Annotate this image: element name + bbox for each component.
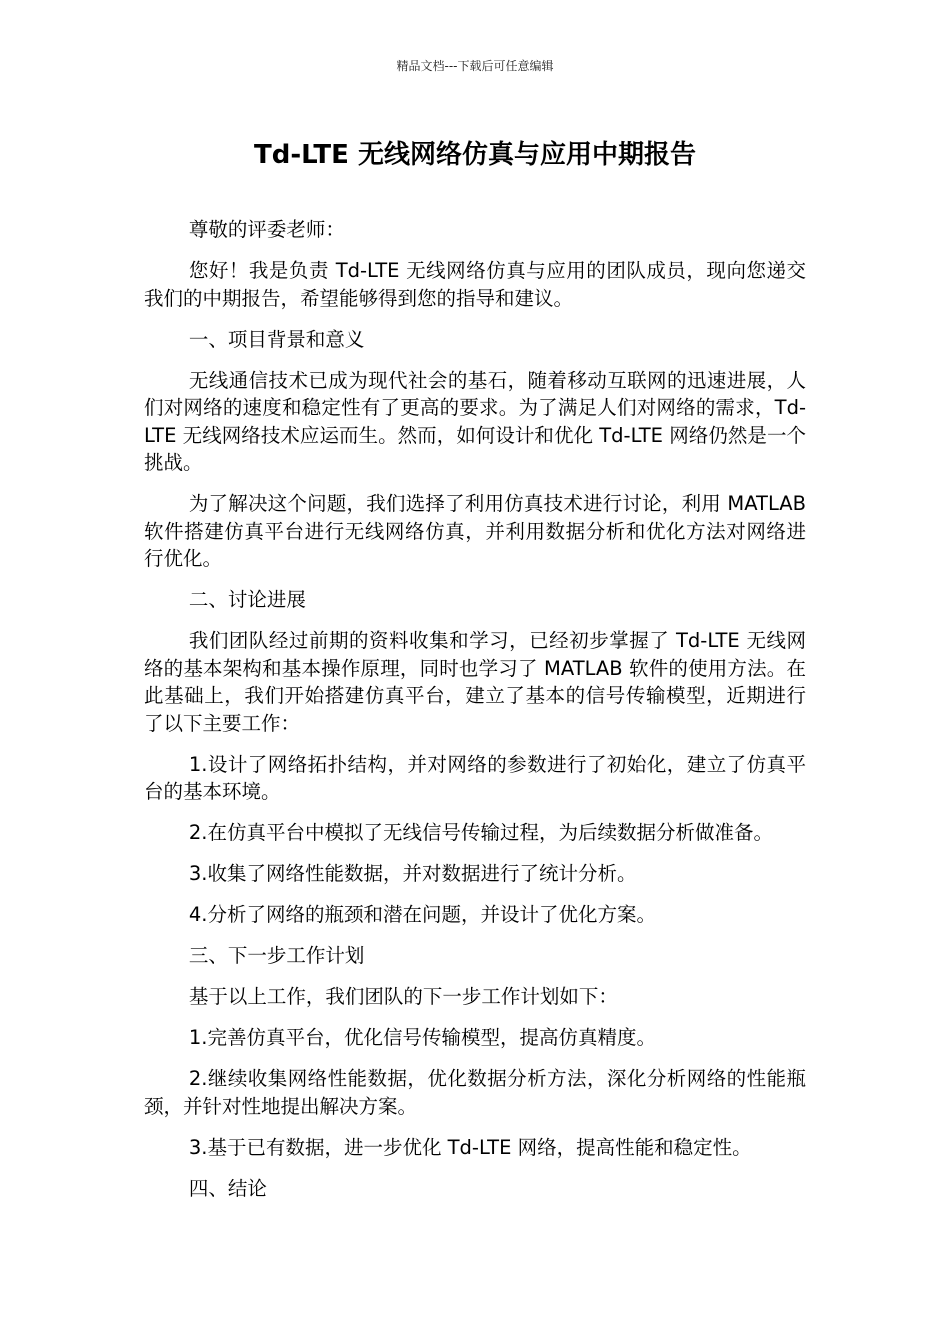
background-paragraph: 无线通信技术已成为现代社会的基石，随着移动互联网的迅速进展，人们对网络的速度和稳定性有了更高的要求。为了满足人们对网络的需求，Td-LTE 无线网络技术应运而生。然而，如何设计和优化 Td-LTE 网络仍然是一个挑战。: [144, 368, 806, 474]
progress-item: 3.收集了网络性能数据，并对数据进行了统计分析。: [188, 862, 637, 885]
document-title: Td-LTE 无线网络仿真与应用中期报告: [254, 140, 696, 170]
section-heading-background: 一、项目背景和意义: [188, 327, 365, 351]
progress-item: 2.在仿真平台中模拟了无线信号传输过程，为后续数据分析做准备。: [188, 821, 773, 844]
plan-item: 1.完善仿真平台，优化信号传输模型，提高仿真精度。: [188, 1026, 656, 1049]
intro-paragraph: 您好！我是负责 Td-LTE 无线网络仿真与应用的团队成员，现向您递交我们的中期报告，希望能够得到您的指导和建议。: [144, 259, 806, 310]
plan-item: 3.基于已有数据，进一步优化 Td-LTE 网络，提高性能和稳定性。: [188, 1135, 752, 1159]
section-heading-conclusion: 四、结论: [188, 1176, 267, 1200]
section-heading-progress: 二、讨论进展: [188, 588, 306, 611]
approach-paragraph: 为了解决这个问题，我们选择了利用仿真技术进行讨论，利用 MATLAB 软件搭建仿真平台进行无线网络仿真，并利用数据分析和优化方法对网络进行优化。: [144, 492, 806, 570]
plan-item: 2.继续收集网络性能数据，优化数据分析方法，深化分析网络的性能瓶颈，并针对性地提出解决方案。: [144, 1067, 806, 1118]
header-note: 精品文档---下载后可任意编辑: [396, 59, 554, 73]
plan-intro: 基于以上工作，我们团队的下一步工作计划如下：: [188, 985, 618, 1008]
progress-item: 4.分析了网络的瓶颈和潜在问题，并设计了优化方案。: [188, 903, 656, 926]
progress-paragraph: 我们团队经过前期的资料收集和学习，已经初步掌握了 Td-LTE 无线网络的基本架构和基本操作原理，同时也学习了 MATLAB 软件的使用方法。在此基础上，我们开始搭建仿真平台，建立了基本的信号传输模型，近期进行了以下主要工作：: [144, 629, 806, 735]
document-body: [144, 216, 806, 1216]
salutation: 尊敬的评委老师：: [188, 218, 345, 241]
section-heading-plan: 三、下一步工作计划: [188, 944, 365, 967]
progress-item: 1.设计了网络拓扑结构，并对网络的参数进行了初始化，建立了仿真平台的基本环境。: [144, 752, 806, 803]
